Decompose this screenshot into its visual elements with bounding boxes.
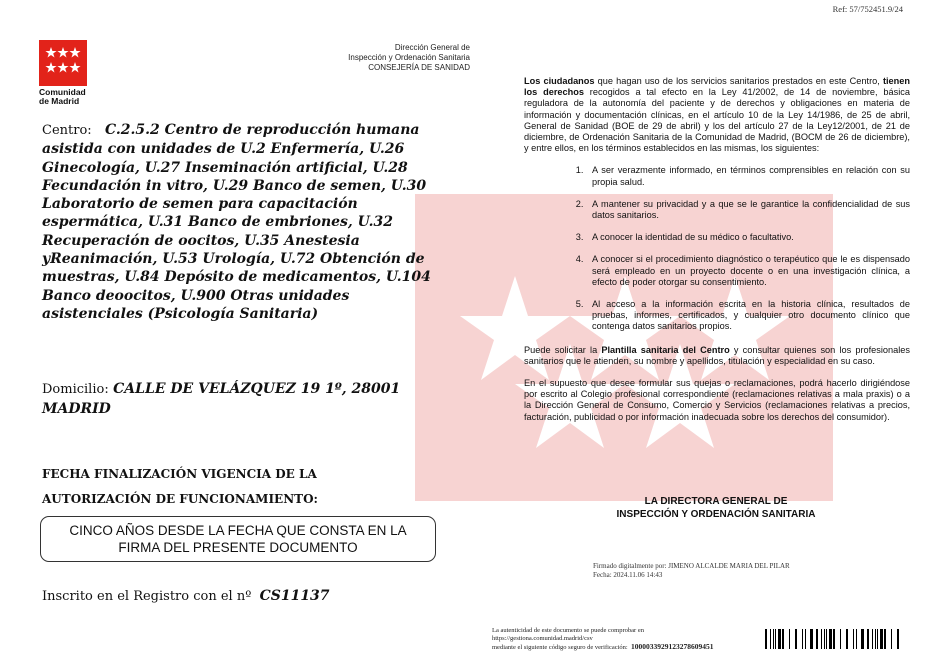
signature-title <box>570 495 862 521</box>
barcode-bar <box>789 629 790 649</box>
centro-label: Centro: <box>42 123 92 138</box>
rights-list-item: 5. Al acceso a la información escrita en la historia clínica, resultados de pruebas, informes, certificados, y cualquier otro documento clínico que contenga datos sanitarios propios. <box>586 299 910 333</box>
barcode-bar <box>861 629 864 649</box>
barcode-bar <box>778 629 781 649</box>
registro-line <box>42 588 330 604</box>
barcode-bar <box>773 629 774 649</box>
barcode-bar <box>856 629 857 649</box>
barcode-bar <box>816 629 818 649</box>
barcode-bar <box>821 629 822 649</box>
vigencia-heading <box>42 462 342 512</box>
rights-intro-text-1: que hagan uso de los servicios sanitarios prestados en este Centro, <box>594 76 883 86</box>
centro-block <box>42 121 438 323</box>
digital-date: Fecha: 2024.11.06 14:43 <box>593 571 663 579</box>
comunidad-de-madrid-logo <box>39 40 87 106</box>
domicilio-label: Domicilio: <box>42 382 109 397</box>
barcode-bar <box>846 629 848 649</box>
rights-intro-bold-2: tienen los derechos <box>524 76 910 98</box>
barcode-bar <box>802 629 803 649</box>
document-reference: Ref: 57/752451.9/24 <box>832 4 903 14</box>
authority-line-3: CONSEJERÍA DE SANIDAD <box>368 63 470 72</box>
rights-list-item: 1. A ser verazmente informado, en términos comprensibles en relación con su propia salud. <box>586 165 910 187</box>
plantilla-bold: Plantilla sanitaria del Centro <box>601 344 730 355</box>
logo-emblem <box>39 40 87 86</box>
verification-url[interactable]: https://gestiona.comunidad.madrid/csv <box>492 635 593 642</box>
barcode-bar <box>867 629 869 649</box>
barcode-icon <box>765 629 901 649</box>
rights-list <box>524 165 910 332</box>
quejas-paragraph: En el supuesto que desee formular sus quejas o reclamaciones, podrá hacerlo dirigiéndose por escrito al Colegio profesional correspondiente (reclamaciones relativas a mala praxis) o a la Dirección General de Consumo, Comercio y Servicios (reclamaciones relativas a precios, facturación, publicidad o por información inadecuada sobre los derechos del consumidor). <box>524 378 910 422</box>
barcode-bar <box>840 629 841 649</box>
registro-code: CS11137 <box>259 588 330 604</box>
plantilla-text-1: Puede solicitar la <box>524 344 602 355</box>
vigencia-line-2: FIRMA DEL PRESENTE DOCUMENTO <box>118 540 358 555</box>
barcode-bar <box>829 629 832 649</box>
barcode-bar <box>824 629 825 649</box>
barcode-bar <box>826 629 827 649</box>
barcode-bar <box>810 629 813 649</box>
verification-label: mediante el siguiente código seguro de verificación: <box>492 644 628 651</box>
rights-list-item: 3. A conocer la identidad de su médico o facultativo. <box>586 232 910 243</box>
barcode-bar <box>872 629 873 649</box>
barcode-bar <box>884 629 886 649</box>
barcode-bar <box>897 629 899 649</box>
logo-line-2: de Madrid <box>39 96 80 106</box>
plantilla-paragraph <box>524 345 910 367</box>
signature-line-2: INSPECCIÓN Y ORDENACIÓN SANITARIA <box>616 509 816 520</box>
logo-line-1: Comunidad <box>39 87 86 97</box>
plantilla-text-2: y consultar quienes son los profesionales sanitarios que le atienden, su nombre y apellidos, titulación y especialidad en su caso. <box>524 344 910 366</box>
rights-intro-bold-1: Los ciudadanos <box>524 76 595 86</box>
issuing-authority <box>290 43 470 73</box>
rights-list-item: 2. A mantener su privacidad y a que se le garantice la confidencialidad de sus datos sanitarios. <box>586 199 910 221</box>
rights-list-item: 4. A conocer si el procedimiento diagnóstico o terapéutico que le es dispensado será empleado en un proyecto docente o en una investigación clínica, a efecto de poder otorgar su consentimiento. <box>586 254 910 288</box>
barcode-bar <box>770 629 771 649</box>
domicilio-value: CALLE DE VELÁZQUEZ 19 1º, 28001 MADRID <box>42 381 401 417</box>
barcode-bar <box>805 629 806 649</box>
verification-line-1: La autenticidad de este documento se puede comprobar en <box>492 627 644 634</box>
verification-line-3 <box>492 643 762 652</box>
vigencia-line-1: CINCO AÑOS DESDE LA FECHA QUE CONSTA EN LA <box>69 523 407 538</box>
authority-line-2: Inspección y Ordenación Sanitaria <box>348 53 470 62</box>
domicilio-block <box>42 380 438 418</box>
barcode-bar <box>891 629 892 649</box>
registro-label: Inscrito en el Registro con el nº <box>42 589 252 604</box>
authority-line-1: Dirección General de <box>394 43 470 52</box>
barcode-bar <box>853 629 854 649</box>
signature-line-1: LA DIRECTORA GENERAL DE <box>644 496 788 507</box>
barcode-bar <box>782 629 784 649</box>
rights-intro <box>524 76 910 154</box>
barcode-bar <box>795 629 797 649</box>
star-cluster-icon <box>39 40 87 86</box>
centro-value: C.2.5.2 Centro de reproducción humana asistida con unidades de U.2 Enfermería, U.26 Ginecología, U.27 Inseminación artificial, U.28 Fecundación in vitro, U.29 Banco de semen, U.30 Laboratorio de semen para capacitación espermática, U.31 Banco de embriones, U.32 Recuperación de oocitos, U.35 Anestesia yReanimación, U.53 Urología, U.72 Obtención de muestras, U.84 Depósito de medicamentos, U.104 Banco deoocitos, U.900 Otras unidades asistenciales (Psicología Sanitaria) <box>42 122 431 322</box>
csv-code: 1000033929123278609451 <box>630 642 714 651</box>
barcode-bar <box>880 629 883 649</box>
vigencia-heading-line-1: FECHA FINALIZACIÓN VIGENCIA DE LA <box>42 467 317 481</box>
vigencia-heading-line-2: AUTORIZACIÓN DE FUNCIONAMIENTO: <box>42 492 318 506</box>
rights-intro-text-2: recogidos a tal efecto en la Ley 41/2002, de 14 de noviembre, básica reguladora de la autonomía del paciente y de derechos y obligaciones en materia de información y documentación clínicas, en el artículo 10 de la Ley 14/1986, de 25 de abril, General de Sanidad (BOE de 29 de abril) y los del artículo 27 de la Ley12/2001, de 21 de diciembre, de Ordenación Sanitaria de la Comunidad de Madrid, (BOCM de 26 de diciembre), y entre ellos, en los términos establecidos en las mismas, los siguientes: <box>524 87 910 154</box>
barcode-bar <box>877 629 878 649</box>
barcode-bar <box>833 629 835 649</box>
vigencia-box <box>40 516 436 562</box>
digital-signature-stamp <box>593 562 790 580</box>
barcode-bar <box>875 629 876 649</box>
barcode-bar <box>765 629 767 649</box>
csv-verification <box>492 627 762 652</box>
digital-signer: Firmado digitalmente por: JIMENO ALCALDE MARIA DEL PILAR <box>593 562 790 570</box>
barcode-bar <box>775 629 776 649</box>
patient-rights-text <box>524 76 910 434</box>
